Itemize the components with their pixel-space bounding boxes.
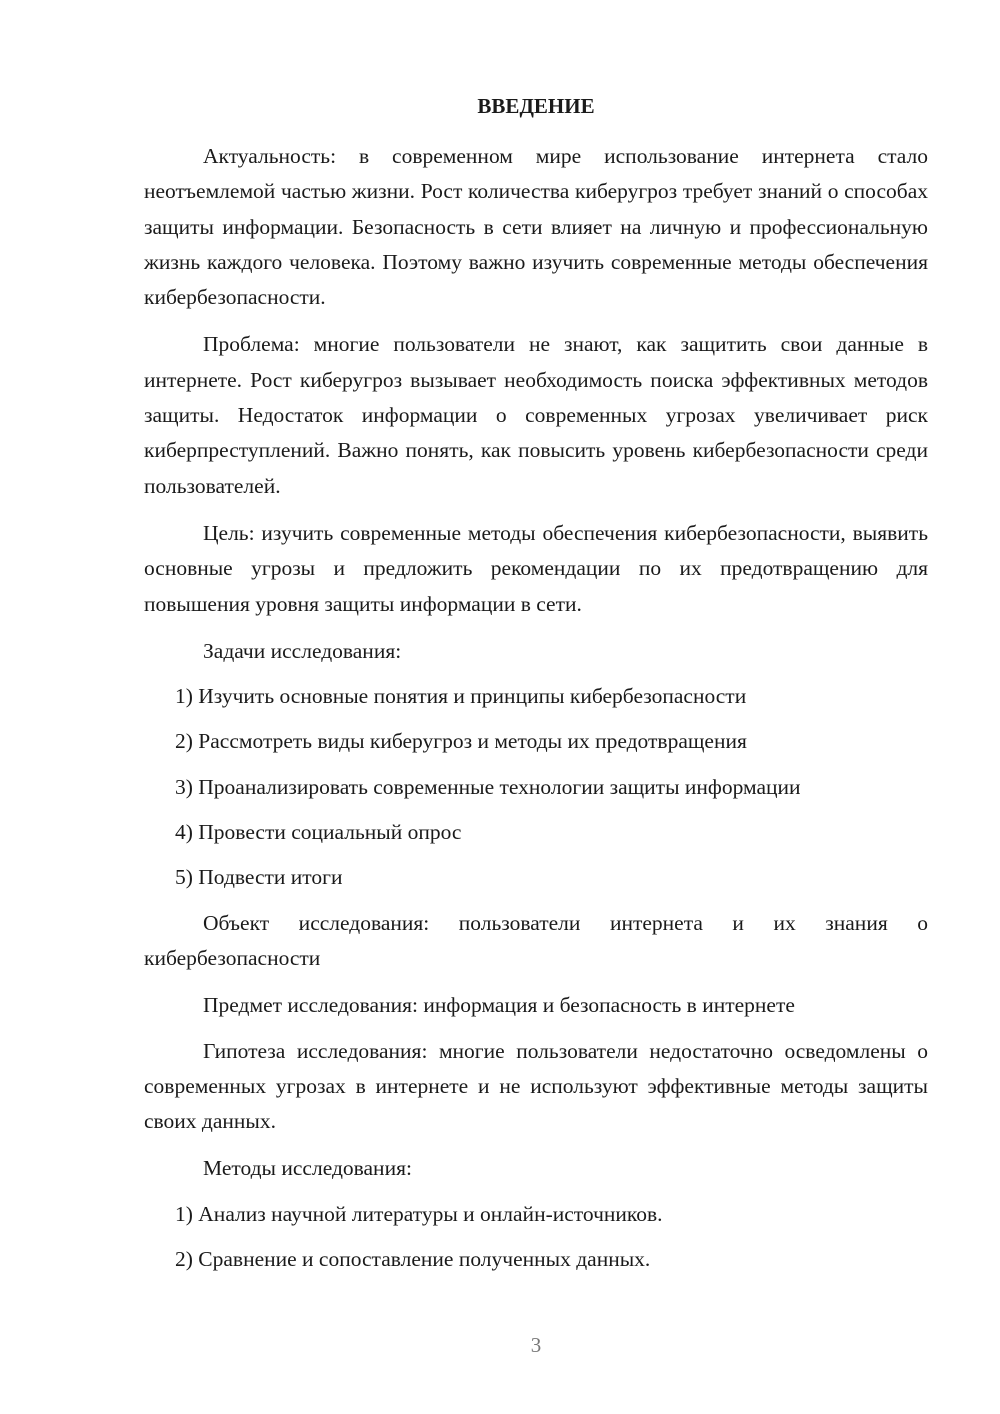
problem-paragraph: Проблема: многие пользователи не знают, как защитить свои данные в интернете. Рост киберугроз вызывает необходимость поиска эффективных методов защиты. Недостаток информации о современных угрозах увеличивает риск киберпреступлений. Важно понять, как повысить уровень кибербезопасности среди пользователей. bbox=[144, 332, 928, 498]
methods-heading: Методы исследования: bbox=[203, 1156, 412, 1181]
task-item: 3) Проанализировать современные технологии защиты информации bbox=[175, 774, 801, 799]
task-item: 5) Подвести итоги bbox=[175, 865, 343, 890]
task-item: 2) Рассмотреть виды киберугроз и методы их предотвращения bbox=[175, 729, 747, 754]
document-page bbox=[144, 92, 928, 1287]
goal-paragraph: Цель: изучить современные методы обеспечения кибербезопасности, выявить основные угрозы и предложить рекомендации по их предотвращению для повышения уровня защиты информации в сети. bbox=[144, 520, 928, 616]
task-item: 4) Провести социальный опрос bbox=[175, 820, 462, 845]
method-item: 1) Анализ научной литературы и онлайн-источников. bbox=[175, 1201, 663, 1226]
task-item: 1) Изучить основные понятия и принципы кибербезопасности bbox=[175, 684, 747, 709]
section-title: ВВЕДЕНИЕ bbox=[477, 94, 595, 118]
relevance-paragraph: Актуальность: в современном мире использование интернета стало неотъемлемой частью жизни. Рост количества киберугроз требует знаний о способах защиты информации. Безопасность в сети влияет на личную и профессиональную жизнь каждого человека. Поэтому важно изучить современные методы обеспечения кибербезопасности. bbox=[144, 144, 928, 310]
page-number: 3 bbox=[530, 1333, 542, 1357]
object-paragraph: Объект исследования: пользователи интернета и их знания о кибербезопасности bbox=[144, 910, 928, 970]
subject-paragraph: Предмет исследования: информация и безопасность в интернете bbox=[203, 993, 795, 1018]
method-item: 2) Сравнение и сопоставление полученных данных. bbox=[175, 1247, 651, 1272]
hypothesis-paragraph: Гипотеза исследования: многие пользователи недостаточно осведомлены о современных угрозах в интернете и не используют эффективные методы защиты своих данных. bbox=[144, 1038, 928, 1134]
tasks-heading: Задачи исследования: bbox=[203, 638, 402, 663]
